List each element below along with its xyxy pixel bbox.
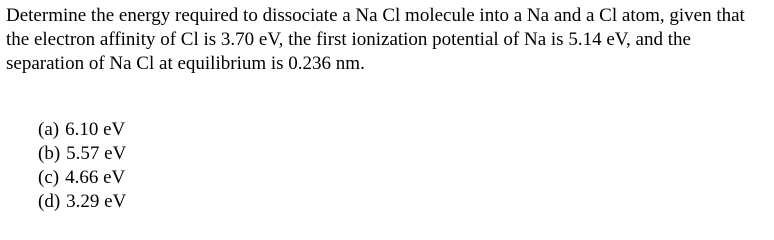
question-text: Determine the energy required to dissociate a Na Cl molecule into a Na and a Cl atom, given that the electron affinity of Cl is 3.70 eV, the first ionization potential of Na is 5.14 eV, and the separation of Na Cl at equilibrium is 0.236 nm. — [6, 5, 745, 74]
answer-options — [38, 118, 126, 214]
option-b[interactable] — [38, 142, 126, 166]
option-value: 3.29 eV — [66, 191, 127, 212]
option-value: 5.57 eV — [66, 143, 127, 164]
option-label: (c) — [38, 167, 60, 188]
option-c[interactable] — [38, 166, 126, 190]
option-label: (a) — [38, 119, 60, 140]
option-value: 4.66 eV — [65, 167, 126, 188]
option-label: (b) — [38, 143, 61, 164]
option-value: 6.10 eV — [65, 119, 126, 140]
option-label: (d) — [38, 191, 61, 212]
option-d[interactable] — [38, 190, 126, 214]
option-a[interactable] — [38, 118, 126, 142]
